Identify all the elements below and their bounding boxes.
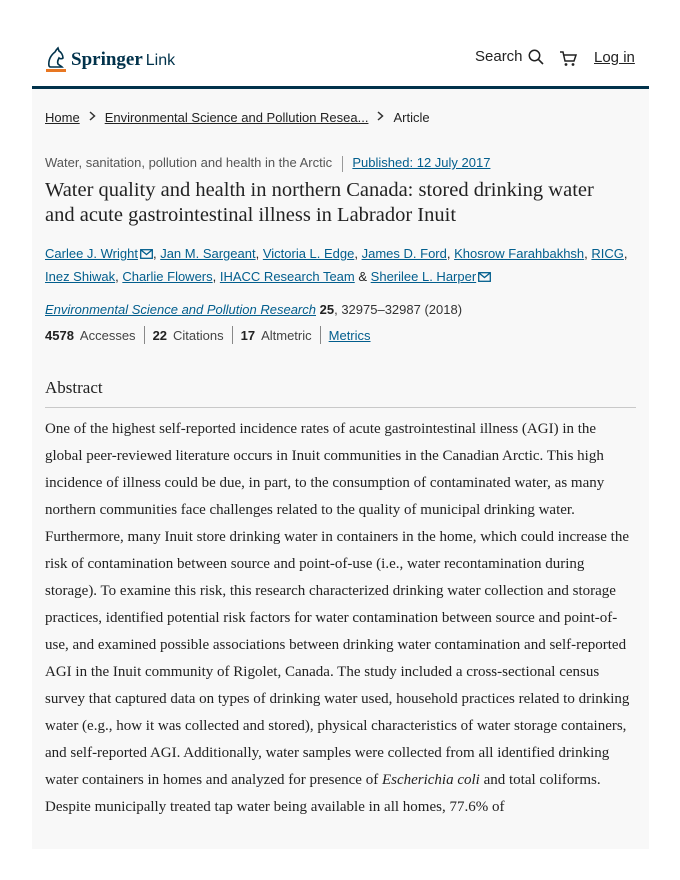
- abstract-text-part: One of the highest self-reported incidence rates of acute gastrointestinal illness (AGI) in the global peer-reviewed literature occurs in Inuit communities in the Canadian Arctic. This high incidence of illness could be due, in part, to the consumption of contaminated water, as many northern communities face challenges related to the quality of municipal drinking water. Furthermore, many Inuit store drinking water in containers in the home, which could increase the risk of contamination between source and point-of-use (i.e., water recontamination during storage). To examine this risk, this research characterized drinking water collection and storage practices, identified potential risk factors for water contamination between source and point-of-use, and examined possible associations between drinking water contamination and self-reported AGI in the Inuit community of Rigolet, Canada. The study included a cross-sectional census survey that captured data on types of drinking water used, household practices related to drinking water (e.g., how it was collected and stored), physical characteristics of water storage containers, and self-reported AGI. Additionally, water samples were collected from all identified drinking water containers in homes and analyzed for presence of: [45, 421, 630, 788]
- abstract-divider: [45, 407, 636, 408]
- author-link[interactable]: Sherilee L. Harper: [370, 269, 477, 284]
- article-meta: [45, 155, 490, 172]
- article-section: Water, sanitation, pollution and health in the Arctic: [45, 155, 333, 170]
- divider: [342, 156, 343, 172]
- chevron-right-icon: [377, 111, 384, 124]
- species-name: Escherichia coli: [381, 772, 480, 788]
- accesses-count: 4578: [45, 327, 74, 343]
- article-title: Water quality and health in northern Canada: stored drinking water and acute gastrointestinal illness in Labrador Inuit: [45, 179, 594, 226]
- breadcrumb-home[interactable]: Home: [45, 110, 80, 125]
- page: [32, 0, 649, 849]
- author-link[interactable]: Charlie Flowers: [122, 269, 213, 284]
- altmetric-label: Altmetric: [261, 327, 312, 343]
- login-link[interactable]: Log in: [594, 49, 635, 66]
- abstract-heading: Abstract: [45, 378, 103, 397]
- journal-link[interactable]: Environmental Science and Pollution Research: [45, 302, 316, 317]
- breadcrumb: [45, 110, 430, 125]
- author-link[interactable]: Jan M. Sargeant: [160, 246, 256, 261]
- author-link[interactable]: Inez Shiwak: [45, 269, 116, 284]
- author-list: Carlee J. Wright , Jan M. Sargeant, Victoria L. Edge, James D. Ford, Khosrow Farahbakhsh, RICG, Inez Shiwak, Charlie Flowers, IHACC Research Team & Sherilee L. Harper: [45, 243, 635, 289]
- chevron-right-icon: [89, 111, 96, 124]
- volume: 25: [319, 302, 335, 317]
- published-date-link[interactable]: Published: 12 July 2017: [352, 155, 491, 170]
- breadcrumb-current: Article: [393, 110, 430, 125]
- divider: [232, 326, 233, 344]
- email-icon[interactable]: [140, 244, 153, 266]
- logo-wordmark: Springer Link: [71, 49, 176, 70]
- email-icon[interactable]: [478, 267, 491, 289]
- author-link[interactable]: Khosrow Farahbakhsh: [454, 246, 585, 261]
- springer-link-logo[interactable]: [45, 45, 175, 73]
- author-link[interactable]: Carlee J. Wright: [45, 246, 138, 261]
- author-link[interactable]: Victoria L. Edge: [262, 246, 355, 261]
- author-and: &: [358, 269, 368, 284]
- abstract-text-part: and total coliforms. Despite municipally treated tap water being available in all homes, 77.6% of: [45, 772, 601, 815]
- author-link[interactable]: IHACC Research Team: [219, 269, 355, 284]
- accesses-label: Accesses: [79, 327, 136, 343]
- pages-year: , 32975–32987 (2018): [334, 302, 463, 317]
- cart-button[interactable]: [559, 50, 577, 72]
- citations-count: 22: [152, 327, 168, 343]
- author-link[interactable]: RICG: [591, 246, 624, 261]
- altmetric-count: 17: [240, 327, 256, 343]
- search-icon: [528, 49, 544, 65]
- abstract-text: [45, 416, 637, 821]
- cart-icon: [559, 50, 577, 67]
- author-link[interactable]: James D. Ford: [361, 246, 447, 261]
- breadcrumb-journal[interactable]: Environmental Science and Pollution Resea...: [104, 110, 369, 125]
- divider: [144, 326, 145, 344]
- site-header: [32, 0, 649, 89]
- citations-label: Citations: [173, 327, 224, 343]
- article-metrics: [45, 326, 371, 344]
- search-label: Search: [475, 48, 523, 65]
- springer-horse-icon: [45, 46, 67, 73]
- search-button[interactable]: [475, 48, 544, 65]
- citation-line: [45, 302, 462, 317]
- metrics-link[interactable]: Metrics: [328, 327, 371, 343]
- divider: [320, 326, 321, 344]
